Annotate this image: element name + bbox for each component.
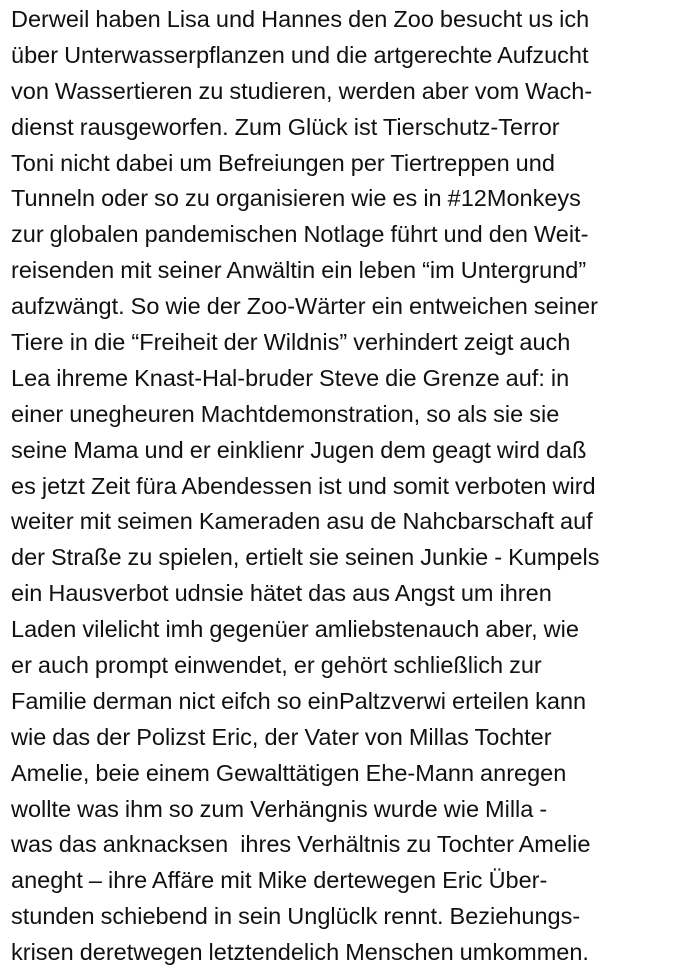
text-line: Derweil haben Lisa und Hannes den Zoo besucht us ich	[11, 6, 590, 32]
text-line: dienst rausgeworfen. Zum Glück ist Tierschutz-Terror	[11, 113, 560, 140]
text-line: aufzwängt. So wie der Zoo-Wärter ein entweichen seiner	[11, 293, 598, 320]
text-line: ein Hausverbot udnsie hätet das aus Angst um ihren	[11, 580, 552, 607]
text-line: stunden schiebend in sein Unglüclk rennt. Beziehungs-	[11, 903, 581, 930]
text-line: über Unterwasserpflanzen und die artgerechte Aufzucht	[11, 41, 589, 68]
text-line: Toni nicht dabei um Befreiungen per Tiertreppen und	[11, 149, 555, 176]
text-line: Lea ihreme Knast-Hal-bruder Steve die Grenze auf: in	[11, 364, 570, 391]
text-line: krisen deretwegen letztendelich Menschen umkommen.	[11, 939, 589, 966]
text-line: Laden vilelicht imh gegenüer amliebstenauch aber, wie	[11, 616, 579, 643]
text-line: reisenden mit seiner Anwältin ein leben “im Untergrund”	[11, 257, 587, 284]
text-line: Tunneln oder so zu organisieren wie es in #12Monkeys	[11, 185, 581, 212]
text-line: Amelie, beie einem Gewalttätigen Ehe-Mann anregen	[11, 759, 567, 786]
text-line: einer unegheuren Machtdemonstration, so als sie sie	[11, 400, 560, 427]
body-text	[11, 2, 681, 971]
text-line: von Wassertieren zu studieren, werden aber vom Wach-	[11, 77, 593, 104]
text-line: der Straße zu spielen, ertielt sie seinen Junkie - Kumpels	[11, 544, 600, 571]
text-line: wie das der Polizst Eric, der Vater von Millas Tochter	[11, 723, 552, 750]
text-line: was das anknacksen ihres Verhältnis zu Tochter Amelie	[11, 831, 591, 858]
text-line: aneght – ihre Affäre mit Mike dertewegen Eric Über-	[11, 867, 548, 894]
text-line: er auch prompt einwendet, er gehört schließlich zur	[11, 652, 542, 679]
text-line: wollte was ihm so zum Verhängnis wurde wie Milla -	[11, 795, 548, 822]
text-line: zur globalen pandemischen Notlage führt und den Weit-	[11, 221, 589, 248]
text-line: es jetzt Zeit füra Abendessen ist und somit verboten wird	[11, 472, 596, 499]
text-line: Tiere in die “Freiheit der Wildnis” verhindert zeigt auch	[11, 329, 571, 356]
text-line: weiter mit seimen Kameraden asu de Nahcbarschaft auf	[11, 508, 593, 535]
text-line: Familie derman nict eifch so einPaltzverwi erteilen kann	[11, 687, 587, 714]
text-line: seine Mama und er einklienr Jugen dem geagt wird daß	[11, 436, 587, 463]
